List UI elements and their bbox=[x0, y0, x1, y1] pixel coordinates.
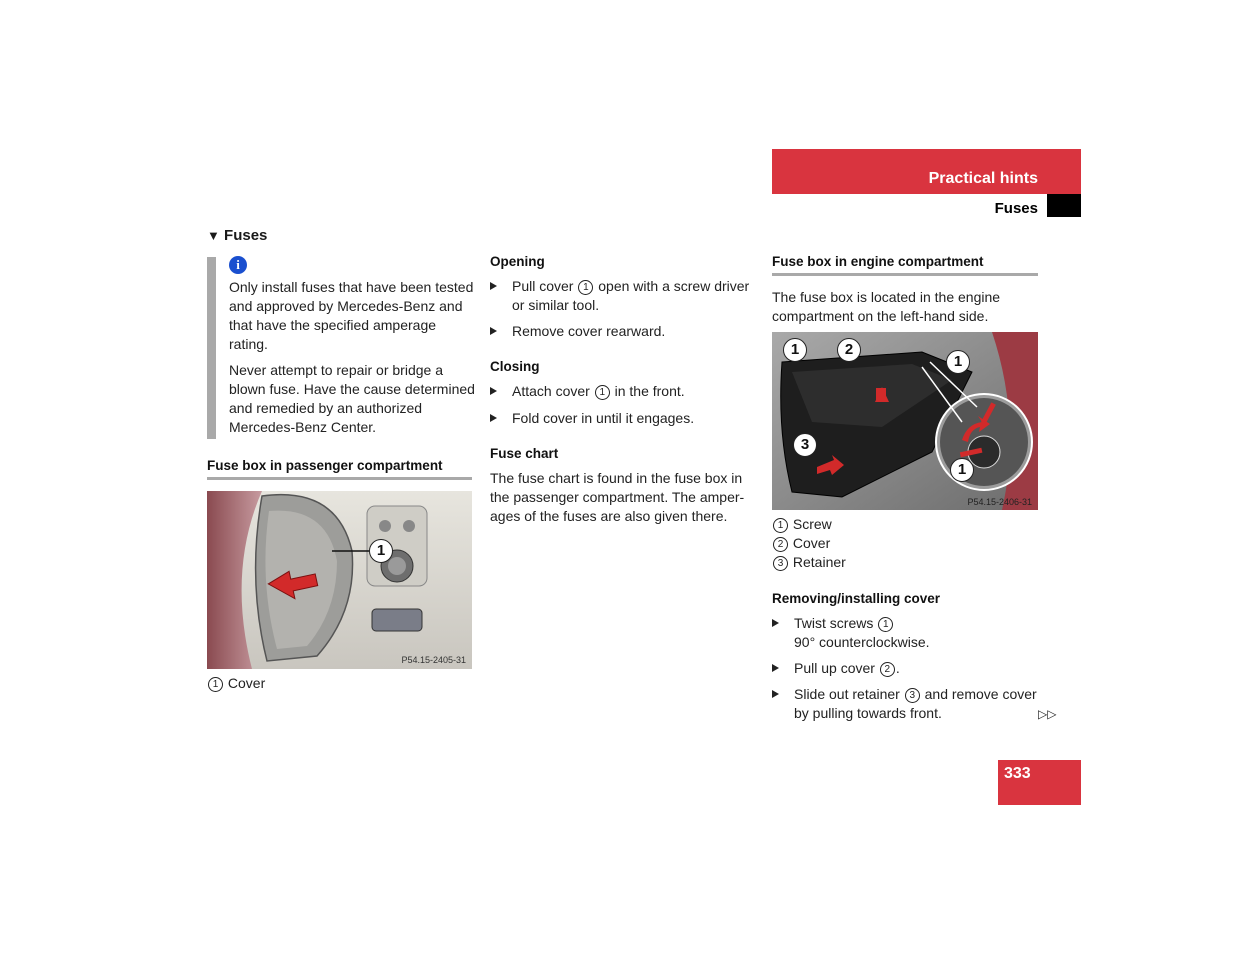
passenger-heading: Fuse box in passenger compartment bbox=[207, 458, 443, 473]
step-text: Fold cover in until it engages. bbox=[512, 410, 695, 426]
passenger-illustration bbox=[207, 491, 472, 669]
closing-step-1 bbox=[490, 382, 755, 401]
engine-heading: Fuse box in engine compartment bbox=[772, 254, 984, 269]
step-text: Attach cover bbox=[512, 383, 590, 399]
fuse-chart-text: The fuse chart is found in the fuse box in the passenger compartment. The amper-ages of the fuses are also given there. bbox=[490, 470, 745, 524]
legend-number: 3 bbox=[773, 556, 788, 571]
info-para-2: Never attempt to repair or bridge a blown fuse. Have the cause determined and remedied by an authorized Mercedes-Benz Center. bbox=[229, 362, 475, 435]
legend-item bbox=[772, 515, 846, 534]
bullet-arrow-icon bbox=[490, 327, 497, 335]
engine-image-code: P54.15-2406-31 bbox=[967, 497, 1032, 507]
legend-label: Screw bbox=[792, 516, 832, 532]
step-text: Slide out retainer bbox=[794, 686, 900, 702]
continue-arrow-icon: ▷▷ bbox=[1038, 707, 1057, 721]
opening-heading: Opening bbox=[490, 254, 545, 269]
engine-legend bbox=[772, 515, 846, 572]
legend-label: Cover bbox=[792, 535, 831, 551]
step-ref-number: 1 bbox=[878, 617, 893, 632]
step-text: . bbox=[895, 660, 900, 676]
step-text: Pull cover bbox=[512, 278, 574, 294]
step-text: Pull up cover bbox=[794, 660, 875, 676]
bullet-arrow-icon bbox=[490, 387, 497, 395]
step-text: open with a screw driver or similar tool. bbox=[512, 278, 750, 313]
engine-callout-screw-detail: 1 bbox=[950, 458, 974, 482]
passenger-rule bbox=[207, 477, 472, 480]
middle-column bbox=[490, 254, 755, 526]
bullet-arrow-icon bbox=[772, 690, 779, 698]
engine-callout-screw-left: 1 bbox=[783, 338, 807, 362]
legend-number: 1 bbox=[208, 677, 223, 692]
bullet-arrow-icon bbox=[490, 282, 497, 290]
bullet-arrow-icon bbox=[772, 619, 779, 627]
subsection-title: Fuses bbox=[994, 200, 1038, 217]
removing-step-3 bbox=[772, 685, 1038, 723]
opening-step-2 bbox=[490, 322, 755, 341]
engine-callout-retainer: 3 bbox=[793, 433, 817, 457]
step-ref-number: 2 bbox=[880, 662, 895, 677]
engine-text: The fuse box is located in the engine compartment on the left-hand side. bbox=[772, 289, 1001, 324]
step-ref-number: 1 bbox=[578, 280, 593, 295]
info-box-text bbox=[229, 278, 475, 444]
legend-number: 1 bbox=[773, 518, 788, 533]
main-heading-text: Fuses bbox=[224, 227, 268, 244]
passenger-callout-1: 1 bbox=[369, 539, 393, 563]
info-para-1: Only install fuses that have been tested and approved by Mercedes-Benz and that have the specified amperage rating. bbox=[229, 279, 474, 352]
engine-callout-cover: 2 bbox=[837, 338, 861, 362]
legend-number: 2 bbox=[773, 537, 788, 552]
info-icon: i bbox=[229, 256, 247, 274]
passenger-image-code: P54.15-2405-31 bbox=[401, 655, 466, 665]
triangle-down-icon: ▼ bbox=[207, 228, 220, 243]
engine-illustration bbox=[772, 332, 1038, 510]
step-ref-number: 1 bbox=[595, 385, 610, 400]
passenger-legend bbox=[207, 674, 265, 693]
legend-label: Cover bbox=[227, 675, 266, 691]
step-text: and remove cover by pulling towards front. bbox=[794, 686, 1037, 721]
removing-heading: Removing/installing cover bbox=[772, 591, 941, 606]
closing-step-2 bbox=[490, 409, 755, 428]
legend-item bbox=[772, 553, 846, 572]
bullet-arrow-icon bbox=[772, 664, 779, 672]
engine-rule bbox=[772, 273, 1038, 276]
engine-callout-screw-right: 1 bbox=[946, 350, 970, 374]
fuse-chart-heading: Fuse chart bbox=[490, 446, 559, 461]
removing-step-2 bbox=[772, 659, 1038, 678]
legend-item bbox=[772, 534, 846, 553]
step-text: in the front. bbox=[614, 383, 685, 399]
legend-label: Retainer bbox=[792, 554, 846, 570]
subsection-marker bbox=[1047, 194, 1081, 217]
step-text: Twist screws bbox=[794, 615, 874, 631]
bullet-arrow-icon bbox=[490, 414, 497, 422]
closing-heading: Closing bbox=[490, 359, 540, 374]
page-number: 333 bbox=[1004, 765, 1031, 782]
passenger-image bbox=[207, 491, 472, 669]
step-ref-number: 3 bbox=[905, 688, 920, 703]
removing-section bbox=[772, 591, 1038, 723]
step-text: Remove cover rearward. bbox=[512, 323, 666, 339]
opening-step-1 bbox=[490, 277, 755, 315]
section-title: Practical hints bbox=[928, 170, 1038, 187]
engine-image bbox=[772, 332, 1038, 510]
removing-step-1 bbox=[772, 614, 1038, 652]
main-heading bbox=[207, 227, 267, 244]
step-text: 90° counterclockwise. bbox=[794, 634, 930, 650]
info-box-bar bbox=[207, 257, 216, 439]
